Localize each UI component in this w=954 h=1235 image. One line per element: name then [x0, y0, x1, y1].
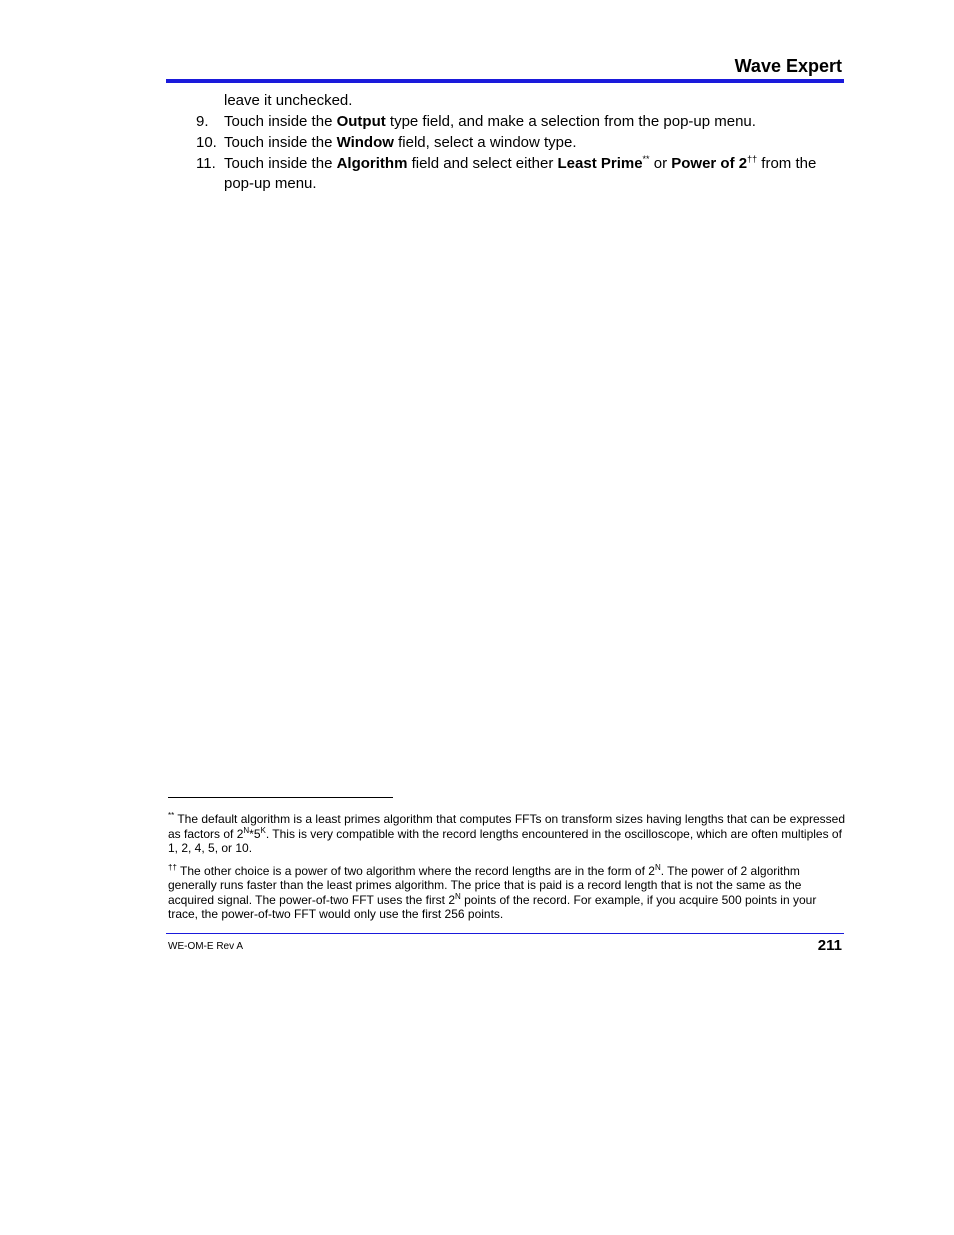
step-text: type field, and make a selection from the pop-up menu. [385, 113, 756, 130]
power-of-2-option: Power of 2 [671, 155, 748, 172]
footnote-ref-2: †† [747, 154, 758, 164]
superscript: N [455, 891, 461, 901]
step-text: Touch inside the [224, 134, 337, 151]
step-text: field and select either [407, 155, 558, 172]
superscript: N [243, 825, 250, 835]
superscript: K [260, 825, 266, 835]
instruction-list [196, 91, 846, 194]
step-number: 10. [196, 134, 217, 151]
step-number: 11. [196, 155, 216, 172]
window-field-label: Window [336, 134, 394, 151]
footnote-marker: ** [168, 811, 175, 820]
page-header-title: Wave Expert [734, 56, 842, 76]
footnote-text: points of the record. For example, if you acquire 500 points in your trace, the power-of-two FFT would only use the first 256 points. [168, 892, 817, 921]
document-id: WE-OM-E Rev A [168, 941, 244, 952]
footnote-separator [168, 797, 393, 798]
step-text: field, select a window type. [393, 134, 577, 151]
list-item [196, 91, 846, 111]
footnote-text: . The power of 2 algorithm generally runs faster than the least primes algorithm. The price that is paid is a record length that is not the same as the acquired signal. The power-of-two FFT uses the first 2 [168, 863, 802, 907]
list-item [196, 133, 846, 153]
page-number: 211 [817, 937, 842, 954]
output-field-label: Output [336, 113, 386, 130]
list-item [196, 112, 846, 132]
footnote-1 [168, 812, 846, 856]
step-text: or [649, 155, 672, 172]
header-rule [166, 79, 844, 83]
step-number: 9. [196, 113, 209, 130]
step-text: Touch inside the [224, 113, 337, 130]
footnote-text: The default algorithm is a least primes algorithm that computes FFTs on transform sizes having lengths that can be expressed as factors of 2 [168, 812, 846, 841]
footnote-text: . This is very compatible with the record lengths encountered in the oscilloscope, which are often multiples of 1, 2, 4, 5, or 10. [168, 826, 842, 855]
footnote-text: *5 [249, 826, 261, 841]
step-text: from the pop-up menu. [224, 155, 817, 192]
list-item [196, 154, 846, 194]
footnote-ref-1: ** [642, 154, 650, 164]
footnote-marker: †† [168, 862, 177, 872]
least-prime-option: Least Prime [557, 155, 643, 172]
footnote-2 [168, 864, 846, 922]
footer-rule [166, 933, 844, 934]
footnote-text: The other choice is a power of two algorithm where the record lengths are in the form of 2 [176, 863, 655, 878]
algorithm-field-label: Algorithm [336, 155, 408, 172]
step-text: leave it unchecked. [224, 92, 353, 109]
footnotes [168, 812, 846, 922]
step-text: Touch inside the [224, 155, 337, 172]
superscript: N [654, 862, 661, 872]
